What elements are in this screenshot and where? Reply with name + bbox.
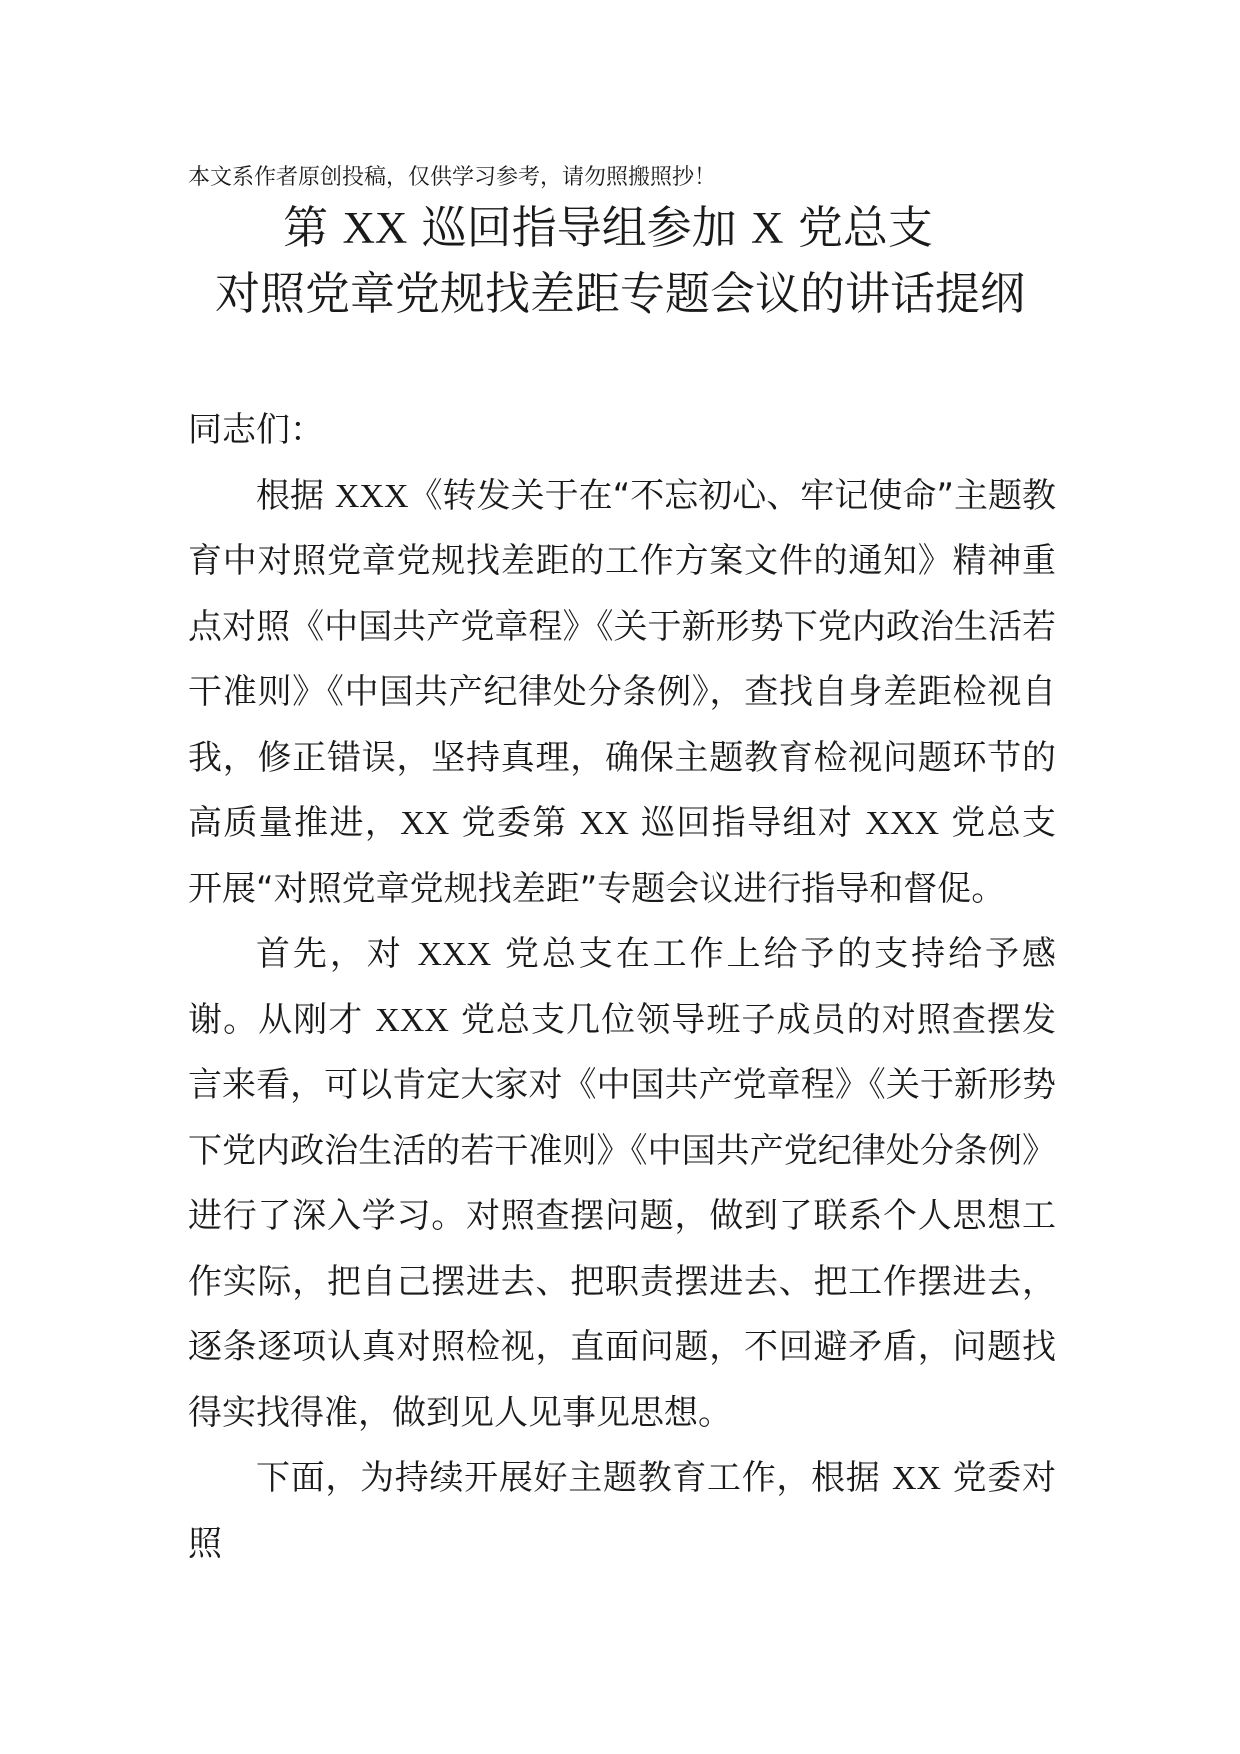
body-paragraph: 首先，对 XXX 党总支在工作上给予的支持给予感谢。从刚才 XXX 党总支几位领导班子成员的对照查摆发言来看，可以肯定大家对《中国共产党章程》《关于新形势下党内政治生活的若干准则》《中国共产党纪律处分条例》进行了深入学习。对照查摆问题，做到了联系个人思想工作实际，把自己摆进去、把职责摆进去、把工作摆进去，逐条逐项认真对照检视，直面问题，不回避矛盾，问题找得实找得准，做到见人见事见思想。 — [188, 934, 1057, 1433]
body-paragraph: 下面，为持续开展好主题教育工作，根据 XX 党委对照 — [188, 1458, 1056, 1564]
placeholder-text: X — [751, 203, 784, 253]
placeholder-text: XX — [342, 203, 408, 253]
body-paragraph: 根据 XXX《转发关于在“不忘初心、牢记使命”主题教育中对照党章党规找差距的工作方案文件的通知》精神重点对照《中国共产党章程》《关于新形势下党内政治生活若干准则》《中国共产纪律处分条例》，查找自身差距检视自我，修正错误，坚持真理，确保主题教育检视问题环节的高质量推进，XX 党委第 XX 巡回指导组对 XXX 党总支开展“对照党章党规找差距”专题会议进行指导和督促。 — [188, 475, 1057, 909]
placeholder-text: XX — [892, 1460, 942, 1497]
document-title-line-2: 对照党章党规找差距专题会议的讲话提纲 — [214, 267, 1025, 320]
placeholder-text: XXX — [375, 1001, 449, 1039]
placeholder-text: XXX — [417, 936, 492, 973]
placeholder-text: XXX — [334, 477, 409, 515]
placeholder-text: XX — [579, 805, 629, 842]
copyright-notice: 本文系作者原创投稿，仅供学习参考，请勿照搬照抄！ — [188, 165, 717, 190]
document-body — [188, 398, 1056, 1577]
document-title-line-1: 第 XX 巡回指导组参加 X 党总支 — [283, 201, 933, 254]
salutation: 同志们： — [188, 410, 324, 450]
placeholder-text: XX — [400, 805, 450, 842]
placeholder-text: XXX — [865, 805, 940, 842]
